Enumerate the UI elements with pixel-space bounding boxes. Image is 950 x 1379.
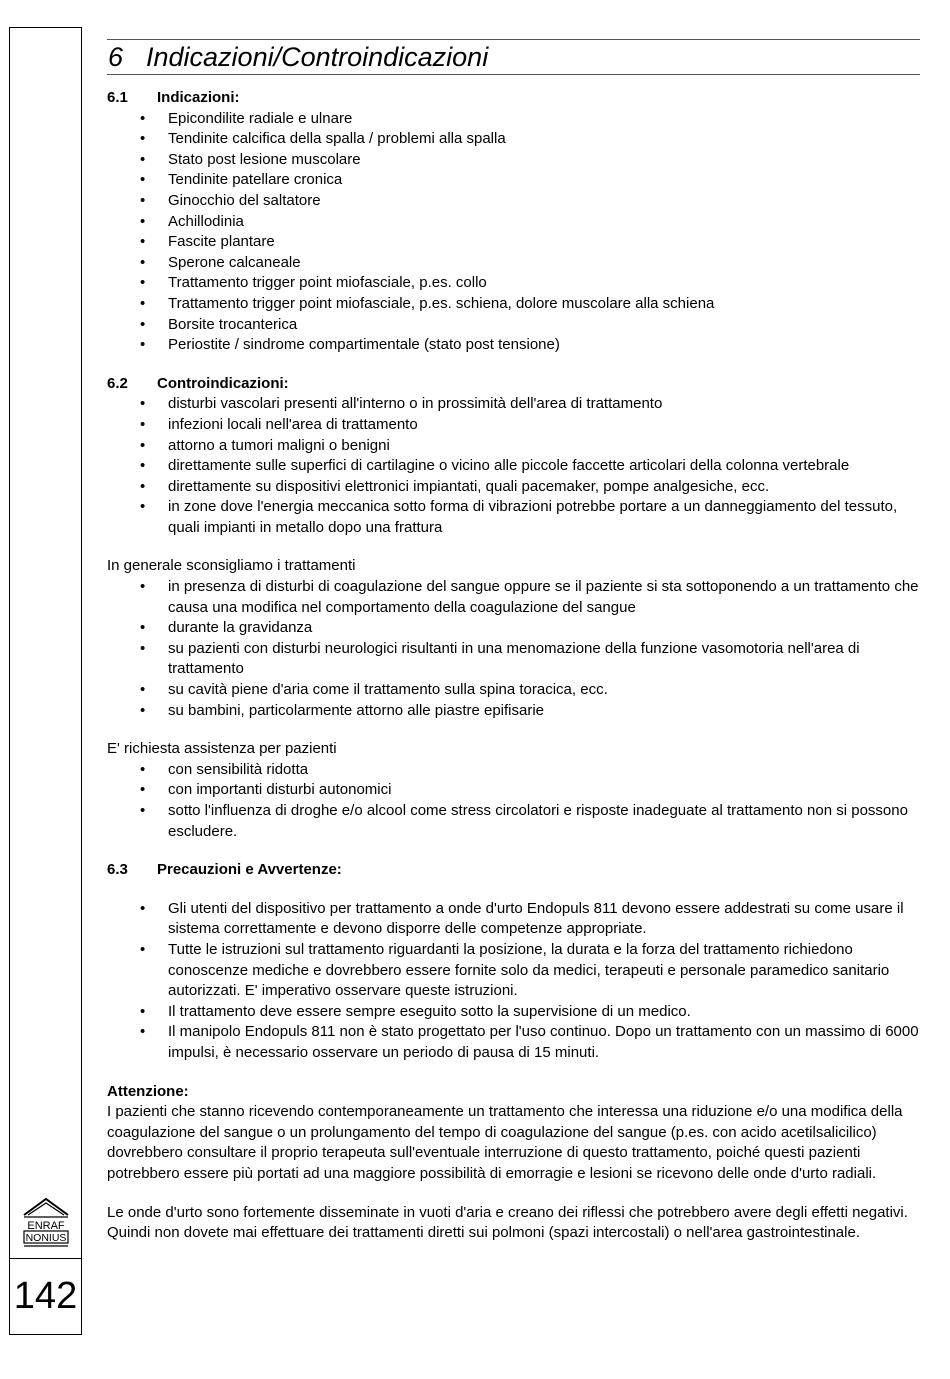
list-item: • disturbi vascolari presenti all'interno o in prossimità dell'area di trattamento bbox=[107, 394, 920, 415]
precautions-list bbox=[107, 899, 920, 1064]
attention-heading: Attenzione: bbox=[107, 1082, 189, 1100]
section-number: 6.1 bbox=[107, 89, 128, 106]
page-number: 142 bbox=[13, 1275, 78, 1317]
list-item: • attorno a tumori maligni o benigni bbox=[107, 436, 920, 457]
list-item: • durante la gravidanza bbox=[107, 618, 920, 639]
logo-text-line2: NONIUS bbox=[25, 1232, 67, 1244]
attention-paragraph: I pazienti che stanno ricevendo contemporaneamente un trattamento che interessa una riduzione e/o una modifica della coagulazione del sangue o un prolungamento del tempo di coagulazione del sangue (p.es. con acido acetilsalicilico) dovrebbero consultare il proprio terapeuta sull'eventuale interruzione di questo trattamento, poiché questi pazienti potrebbero essere più portati ad una maggiore possibilità di emorragie e lesioni se ricevono delle onde d'urto radiali. bbox=[107, 1103, 903, 1182]
chapter-title-text: Indicazioni/Controindicazioni bbox=[146, 42, 489, 72]
list-item: • Tutte le istruzioni sul trattamento riguardanti la posizione, la durata e la forza del trattamento richiedono conoscenze mediche e dovrebbero essere fornite solo da medici, terapeuti e personale paramedico sanitario autorizzati. E' imperativo osservare queste istruzioni. bbox=[107, 940, 920, 1002]
list-item: • su cavità piene d'aria come il trattamento sulla spina toracica, ecc. bbox=[107, 680, 920, 701]
list-item: • Periostite / sindrome compartimentale (stato post tensione) bbox=[107, 335, 920, 356]
assist-list bbox=[107, 760, 920, 842]
list-item: • su bambini, particolarmente attorno alle piastre epifisarie bbox=[107, 701, 920, 722]
list-item: • Tendinite calcifica della spalla / problemi alla spalla bbox=[107, 129, 920, 150]
list-item: • Tendinite patellare cronica bbox=[107, 170, 920, 191]
assist-intro: E' richiesta assistenza per pazienti bbox=[107, 740, 337, 758]
enraf-nonius-logo bbox=[20, 1193, 72, 1249]
list-item: • sotto l'influenza di droghe e/o alcool come stress circolatori e risposte inadeguate al trattamento non si possono escludere. bbox=[107, 801, 920, 842]
indications-list bbox=[107, 109, 920, 356]
list-item: • Achillodinia bbox=[107, 212, 920, 233]
list-item: • Borsite trocanterica bbox=[107, 315, 920, 336]
list-item: • direttamente su dispositivi elettronici impiantati, quali pacemaker, pompe analgesiche, ecc. bbox=[107, 477, 920, 498]
general-intro: In generale sconsigliamo i trattamenti bbox=[107, 557, 356, 575]
list-item: • Il manipolo Endopuls 811 non è stato progettato per l'uso continuo. Dopo un trattamento con un massimo di 6000 impulsi, è necessario osservare un periodo di pausa di 15 minuti. bbox=[107, 1022, 920, 1063]
section-number: 6.3 bbox=[107, 861, 128, 879]
list-item: • direttamente sulle superfici di cartilagine o vicino alle piccole faccette articolari della colonna vertebrale bbox=[107, 456, 920, 477]
list-item: • in presenza di disturbi di coagulazione del sangue oppure se il paziente si sta sottoponendo a un trattamento che causa una modifica nel comportamento della coagulazione del sangue bbox=[107, 577, 920, 618]
section-heading-precautions bbox=[107, 860, 920, 881]
list-item: • Ginocchio del saltatore bbox=[107, 191, 920, 212]
page-content bbox=[107, 39, 920, 1244]
chapter-title bbox=[107, 39, 920, 75]
list-item: • Il trattamento deve essere sempre eseguito sotto la supervisione di un medico. bbox=[107, 1002, 920, 1023]
section-heading-contraindications bbox=[107, 374, 920, 395]
list-item: • con importanti disturbi autonomici bbox=[107, 780, 920, 801]
section-number: 6.2 bbox=[107, 374, 128, 392]
list-item: • con sensibilità ridotta bbox=[107, 760, 920, 781]
list-item: • Trattamento trigger point miofasciale, p.es. collo bbox=[107, 273, 920, 294]
list-item: • Gli utenti del dispositivo per trattamento a onde d'urto Endopuls 811 devono essere addestrati su come usare il sistema correttamente e devono disporre delle competenze appropriate. bbox=[107, 899, 920, 940]
list-item: • Fascite plantare bbox=[107, 232, 920, 253]
section-title: Precauzioni e Avvertenze: bbox=[157, 861, 342, 879]
list-item: • Sperone calcaneale bbox=[107, 253, 920, 274]
page-sidebar bbox=[9, 27, 82, 1335]
list-item: • su pazienti con disturbi neurologici risultanti in una menomazione della funzione vasomotoria nell'area di trattamento bbox=[107, 639, 920, 680]
list-item: • Trattamento trigger point miofasciale, p.es. schiena, dolore muscolare alla schiena bbox=[107, 294, 920, 315]
general-list bbox=[107, 577, 920, 721]
section-title: Indicazioni: bbox=[157, 89, 240, 106]
list-item: • Epicondilite radiale e ulnare bbox=[107, 109, 920, 130]
list-item: • infezioni locali nell'area di trattamento bbox=[107, 415, 920, 436]
section-heading-indications bbox=[107, 88, 920, 109]
contraindications-list bbox=[107, 394, 920, 538]
chapter-number: 6 bbox=[108, 42, 124, 72]
closing-paragraph: Le onde d'urto sono fortemente disseminate in vuoti d'aria e creano dei riflessi che potrebbero avere degli effetti negativi. Quindi non dovete mai effettuare dei trattamenti diretti sui polmoni (spazi intercostali) o nell'area gastrointestinale. bbox=[107, 1203, 908, 1242]
section-title: Controindicazioni: bbox=[157, 374, 289, 392]
list-item: • in zone dove l'energia meccanica sotto forma di vibrazioni potrebbe portare a un danneggiamento del tessuto, quali impianti in metallo dopo una frattura bbox=[107, 497, 920, 538]
logo-text-line1: ENRAF bbox=[27, 1220, 65, 1232]
sidebar-divider bbox=[10, 1258, 81, 1259]
list-item: • Stato post lesione muscolare bbox=[107, 150, 920, 171]
